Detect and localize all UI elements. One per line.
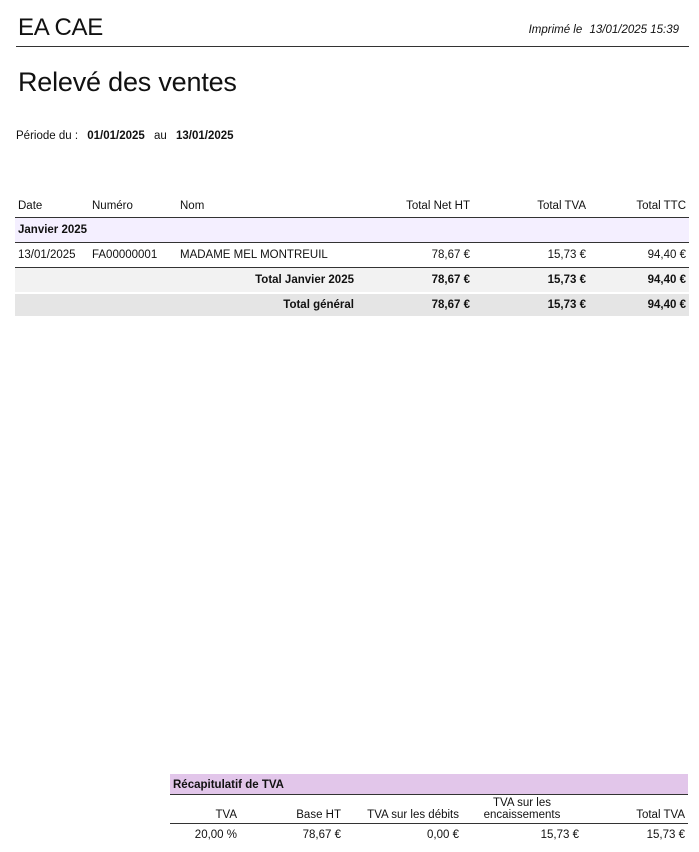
- vat-rate: 20,00 %: [194, 829, 237, 841]
- subtotal-tva: 15,73 €: [473, 268, 589, 293]
- vat-header-row: [170, 795, 688, 824]
- col-total-ttc: Total TTC: [589, 196, 689, 218]
- group-label: Janvier 2025: [15, 218, 689, 243]
- grand-total-label: Total général: [177, 294, 357, 316]
- row-tva: 15,73 €: [547, 249, 586, 261]
- subtotal-ttc: 94,40 €: [589, 268, 689, 293]
- vat-debits: 0,00 €: [427, 829, 459, 841]
- header-divider: [16, 46, 689, 47]
- grand-total-net: 78,67 €: [357, 294, 473, 316]
- period-range: [16, 130, 234, 142]
- vat-col-debits: TVA sur les débits: [344, 795, 462, 824]
- group-row: [15, 218, 689, 243]
- col-date: Date: [15, 196, 89, 218]
- row-ttc: 94,40 €: [647, 249, 686, 261]
- vat-row: [170, 824, 688, 847]
- col-net-ht: Total Net HT: [357, 196, 473, 218]
- row-number: FA00000001: [92, 249, 158, 261]
- page-title: Relevé des ventes: [18, 67, 237, 97]
- grand-total-row: [15, 294, 689, 316]
- row-name: MADAME MEL MONTREUIL: [180, 249, 328, 261]
- printed-info: [525, 24, 679, 36]
- grand-total-tva: 15,73 €: [473, 294, 589, 316]
- period-from: 01/01/2025: [87, 130, 145, 142]
- row-date: 13/01/2025: [18, 249, 76, 261]
- sales-header-row: [15, 196, 689, 218]
- col-total-tva: Total TVA: [473, 196, 589, 218]
- printed-date: 13/01/2025 15:39: [589, 24, 679, 36]
- period-to-label: au: [153, 130, 167, 142]
- period-label: Période du :: [16, 130, 79, 142]
- vat-total: 15,73 €: [646, 829, 685, 841]
- vat-summary: [170, 774, 688, 846]
- vat-summary-title: Récapitulatif de TVA: [170, 774, 688, 795]
- table-row: [15, 243, 689, 268]
- col-name: Nom: [177, 196, 357, 218]
- printed-label: Imprimé le: [528, 24, 583, 36]
- company-name: EA CAE: [18, 14, 103, 41]
- row-net: 78,67 €: [431, 249, 470, 261]
- subtotal-label: Total Janvier 2025: [177, 268, 357, 293]
- vat-summary-table: [170, 795, 688, 846]
- vat-col-base: Base HT: [240, 795, 344, 824]
- vat-base: 78,67 €: [302, 829, 341, 841]
- vat-col-total: Total TVA: [582, 795, 688, 824]
- subtotal-row: [15, 268, 689, 293]
- vat-col-encaissements: TVA sur les encaissements: [462, 795, 582, 824]
- period-to: 13/01/2025: [175, 130, 234, 142]
- sales-table: [15, 196, 689, 316]
- vat-encaissements: 15,73 €: [540, 829, 579, 841]
- subtotal-net: 78,67 €: [357, 268, 473, 293]
- col-number: Numéro: [89, 196, 177, 218]
- vat-col-rate: TVA: [170, 795, 240, 824]
- grand-total-ttc: 94,40 €: [589, 294, 689, 316]
